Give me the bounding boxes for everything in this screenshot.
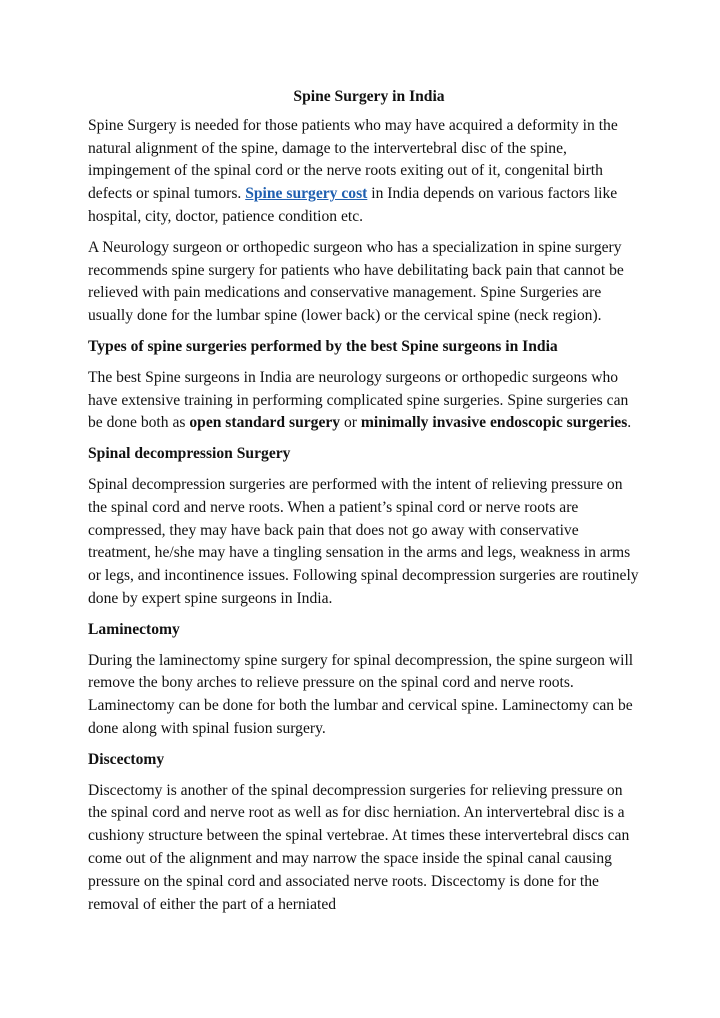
decompression-paragraph: Spinal decompression surgeries are performed with the intent of relieving pressure on the spinal cord and nerve roots. When a patient’s spinal cord or nerve roots are compressed, they may have back pain that does not go away with conservative treatment, he/she may have a tingling sensation in the arms and legs, weakness in arms or legs, and incontinence issues. Following spinal decompression surgeries are routinely done by expert spine surgeons in India. [88,475,639,607]
types-text-part1: The best Spine surgeons in India are neurology surgeons or orthopedic surgeons who have extensive training in performing complicated spine surgeries. Spine surgeries can be done both as [88,368,629,432]
discectomy-heading: Discectomy [88,750,165,768]
laminectomy-heading: Laminectomy [88,620,180,638]
discectomy-paragraph: Discectomy is another of the spinal decompression surgeries for relieving pressure on the spinal cord and nerve root as well as for disc herniation. An intervertebral disc is a cushiony structure between the spinal vertebrae. At times these intervertebral discs can come out of the alignment and may narrow the space inside the spinal canal causing pressure on the spinal cord and associated nerve roots. Discectomy is done for the removal of either the part of a herniated [88,781,630,913]
types-text-part3: . [627,414,632,432]
minimally-invasive-bold: minimally invasive endoscopic surgeries [360,414,628,432]
intro-paragraph [88,115,644,229]
intro-text-after-link: in India depends on various factors like hospital, city, doctor, patience condition etc. [88,185,618,225]
laminectomy-paragraph: During the laminectomy spine surgery for spinal decompression, the spine surgeon will remove the bony arches to relieve pressure on the spinal cord and nerve roots. Laminectomy can be done for both the lumbar and cervical spine. Laminectomy can be done along with spinal fusion surgery. [88,651,634,737]
types-heading: Types of spine surgeries performed by the best Spine surgeons in India [88,337,558,355]
types-text-part2: or [340,414,361,432]
intro-text-before-link: Spine Surgery is needed for those patients who may have acquired a deformity in the natural alignment of the spine, damage to the intervertebral disc of the spine, impingement of the spinal cord or the nerve roots exiting out of it, congenital birth defects or spinal tumors. [88,116,618,203]
types-paragraph [88,367,644,435]
surgeon-paragraph: A Neurology surgeon or orthopedic surgeon who has a specialization in spine surgery recommends spine surgery for patients who have debilitating back pain that cannot be relieved with pain medications and conservative management. Spine Surgeries are usually done for the lumbar spine (lower back) or the cervical spine (neck region). [88,238,624,325]
decompression-heading: Spinal decompression Surgery [88,445,291,463]
spine-surgery-cost-link[interactable]: Spine surgery cost [245,185,368,203]
page-title: Spine Surgery in India [293,88,445,105]
open-surgery-bold: open standard surgery [189,414,341,432]
